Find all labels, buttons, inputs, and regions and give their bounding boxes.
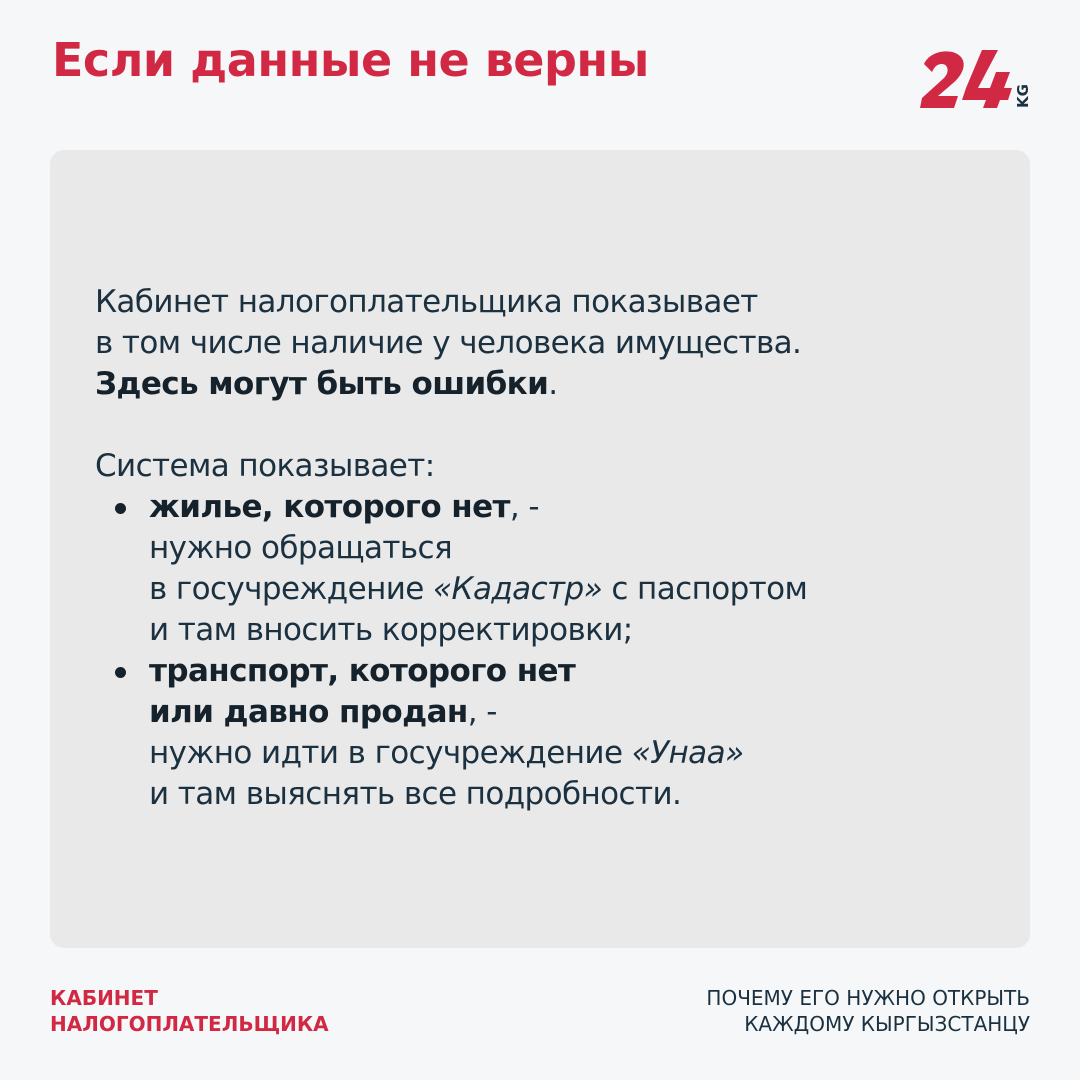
bullet-1-line-3-start: в госучреждение (149, 571, 434, 607)
bullet-2-agency: «Унаа» (631, 735, 744, 771)
bullet-1-bold: жилье, которого нет (149, 489, 510, 525)
bullet-2-line-3-start: нужно идти в госучреждение (149, 735, 632, 771)
intro-line-3 (95, 364, 807, 405)
footer-subtitle (706, 985, 1030, 1037)
bullet-2-bold-line-2: или давно продан (149, 694, 468, 730)
bullet-icon (115, 667, 126, 678)
bullet-2-line-4: и там выяснять все подробности. (149, 776, 682, 812)
bullet-1-line-3 (149, 569, 807, 610)
bullet-list (95, 487, 807, 815)
logo-numeral-4 (962, 50, 1012, 108)
card-content (95, 282, 807, 815)
list-item (95, 651, 807, 815)
intro-line-1: Кабинет налогоплательщика показывает (95, 284, 758, 320)
bullet-2-bold-line-1: транспорт, которого нет (149, 653, 576, 689)
logo-suffix: KG (1014, 84, 1032, 108)
system-label: Система показывает: (95, 448, 435, 484)
intro-line-2: в том числе наличие у человека имущества. (95, 325, 802, 361)
bullet-1-line-4: и там вносить корректировки; (149, 612, 633, 648)
bullet-2-line-3 (149, 733, 807, 774)
footer-right-line-1: ПОЧЕМУ ЕГО НУЖНО ОТКРЫТЬ (706, 986, 1030, 1010)
logo-numeral-2 (920, 51, 964, 108)
brand-logo (918, 46, 1034, 114)
intro-emphasis: Здесь могут быть ошибки (95, 366, 549, 402)
bullet-1-tail: , - (509, 489, 539, 525)
bullet-icon (115, 503, 126, 514)
bullet-1-line-2: нужно обращаться (149, 530, 453, 566)
footer-right-line-2: КАЖДОМУ КЫРГЫЗСТАНЦУ (744, 1012, 1030, 1036)
bullet-1-agency: «Кадастр» (433, 571, 603, 607)
bullet-1-line-3-end: с паспортом (602, 571, 808, 607)
list-item (95, 487, 807, 651)
intro-emphasis-tail: . (548, 366, 558, 402)
footer-left-line-1: КАБИНЕТ (50, 986, 158, 1010)
page-title: Если данные не верны (52, 33, 649, 87)
footer-series-title (50, 985, 329, 1037)
footer-left-line-2: НАЛОГОПЛАТЕЛЬЩИКА (50, 1012, 329, 1036)
bullet-2-tail: , - (467, 694, 497, 730)
